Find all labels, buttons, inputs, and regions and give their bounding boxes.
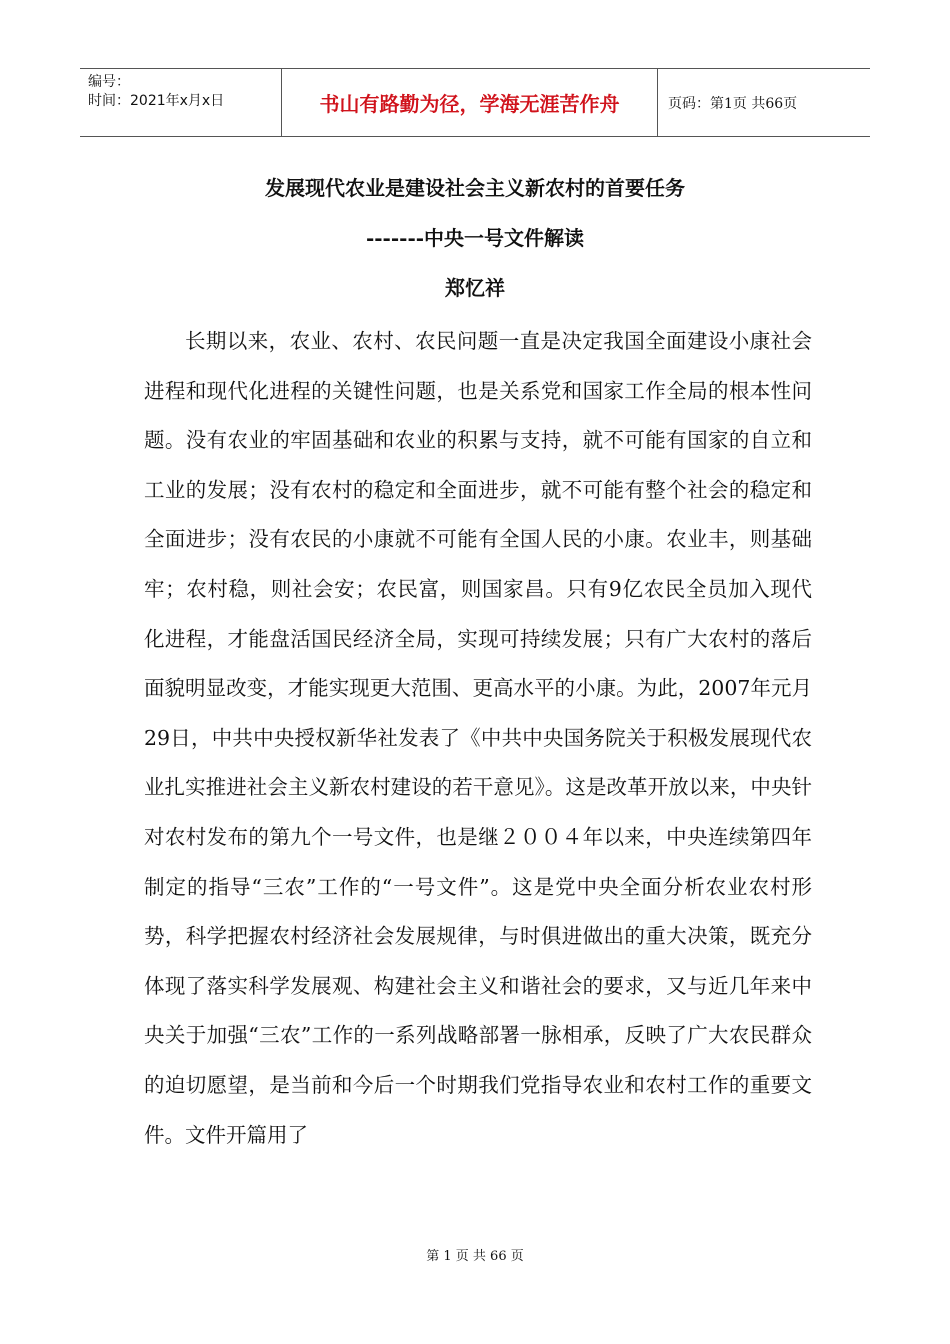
document-title: 发展现代农业是建设社会主义新农村的首要任务 (265, 176, 685, 200)
page-footer: 第 1 页 共 66 页 (426, 1249, 524, 1264)
document-subtitle: -------中央一号文件解读 (365, 226, 585, 250)
document-time-label: 时间：2021年x月x日 (88, 93, 225, 109)
header-meta-cell (80, 69, 282, 136)
document-author: 郑忆祥 (445, 276, 505, 300)
header-page-info: 页码：第1页 共66页 (668, 95, 798, 112)
body-paragraph: 长期以来，农业、农村、农民问题一直是决定我国全面建设小康社会进程和现代化进程的关键性问题，也是关系党和国家工作全局的根本性问题。没有农业的牢固基础和农业的积累与支持，就不可能有国家的自立和工业的发展；没有农村的稳定和全面进步，就不可能有整个社会的稳定和全面进步；没有农民的小康就不可能有全国人民的小康。农业丰，则基础牢；农村稳，则社会安；农民富，则国家昌。只有9亿农民全员加入现代化进程，才能盘活国民经济全局，实现可持续发展；只有广大农村的落后面貌明显改变，才能实现更大范围、更高水平的小康。为此，2007年元月29日，中共中央授权新华社发表了《中共中央国务院关于积极发展现代农业扎实推进社会主义新农村建设的若干意见》。这是改革开放以来，中央针对农村发布的第九个一号文件，也是继２００４年以来，中央连续第四年制定的指导“三农”工作的“一号文件”。这是党中央全面分析农业农村形势，科学把握农村经济社会发展规律，与时俱进做出的重大决策，既充分体现了落实科学发展观、构建社会主义和谐社会的要求，又与近几年来中央关于加强“三农”工作的一系列战略部署一脉相承，反映了广大农民群众的迫切愿望，是当前和今后一个时期我们党指导农业和农村工作的重要文件。文件开篇用了 (144, 329, 812, 1147)
header-table (80, 68, 870, 137)
header-motto: 书山有路勤为径，学海无涯苦作舟 (282, 69, 658, 136)
document-number-label: 编号： (88, 74, 130, 90)
